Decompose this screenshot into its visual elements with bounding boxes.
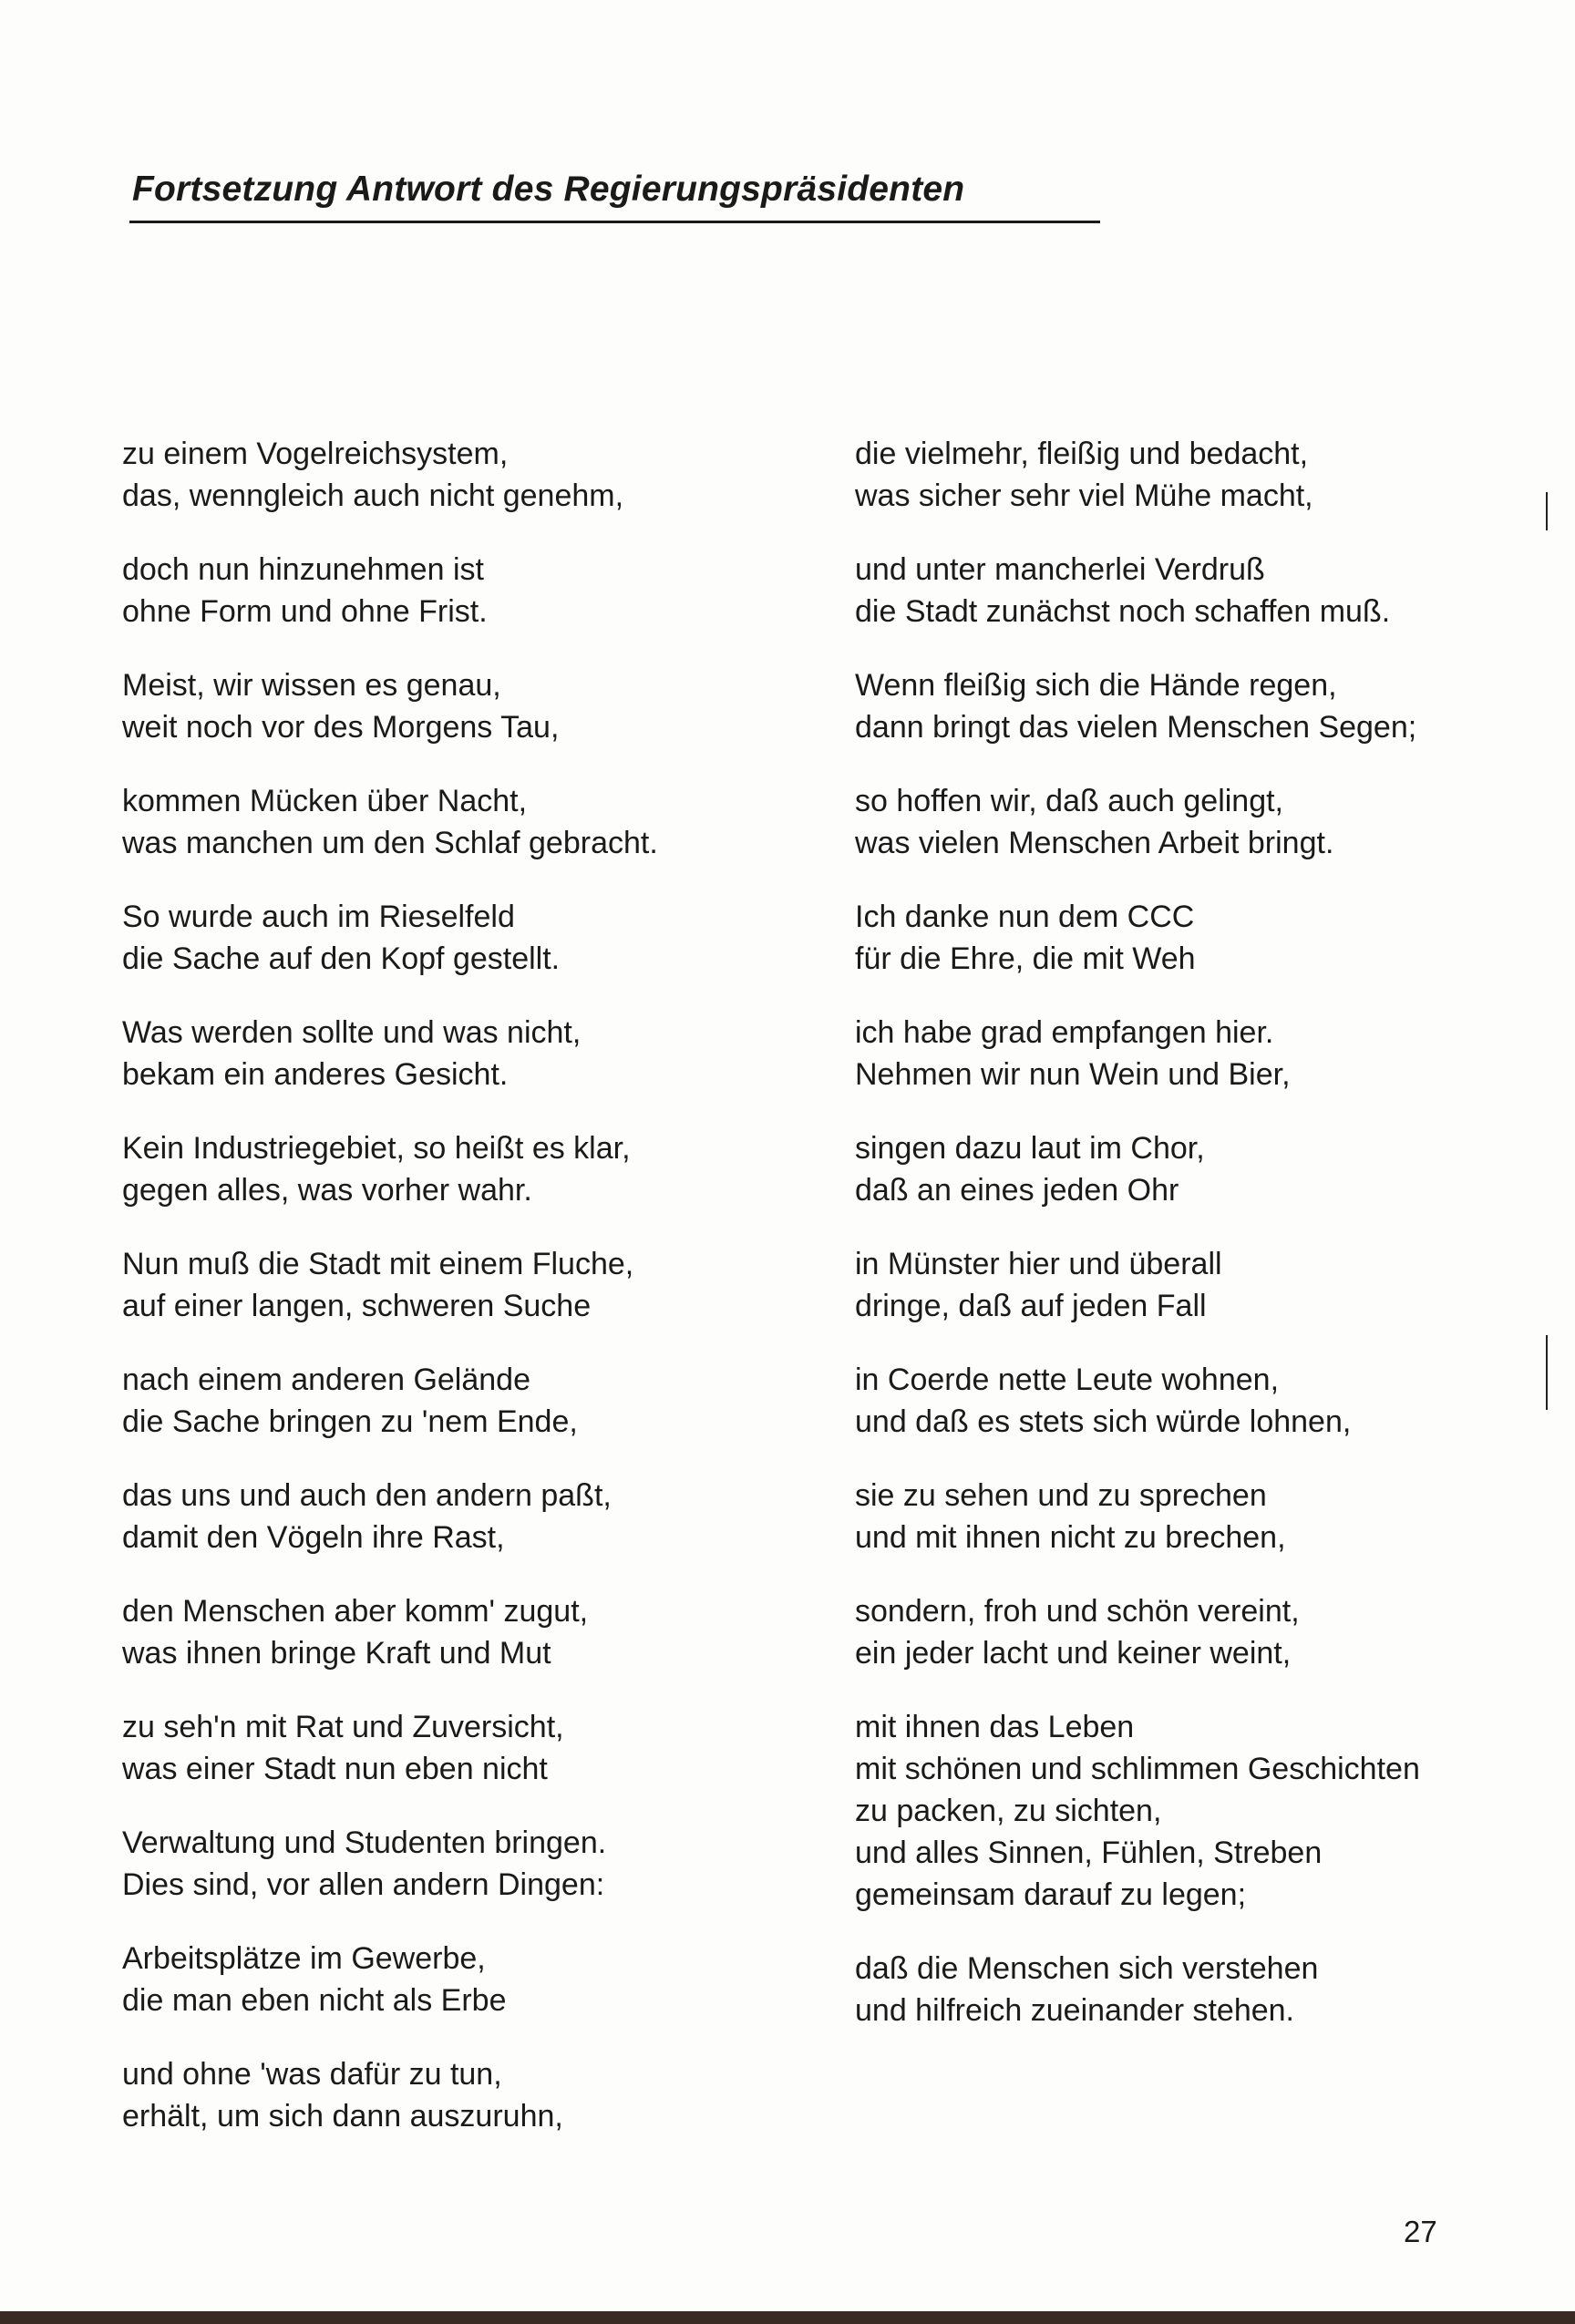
poem-line: Wenn fleißig sich die Hände regen, bbox=[855, 668, 1337, 703]
stanza bbox=[122, 1938, 760, 2021]
poem-line: das, wenngleich auch nicht genehm, bbox=[122, 478, 624, 513]
poem-line: bekam ein anderes Gesicht. bbox=[122, 1057, 509, 1092]
poem-line: Was werden sollte und was nicht, bbox=[122, 1015, 582, 1050]
stanza bbox=[122, 549, 760, 632]
page-number: 27 bbox=[1404, 2215, 1437, 2248]
poem-line: dringe, daß auf jeden Fall bbox=[855, 1289, 1207, 1323]
poem-line: und unter mancherlei Verdruß bbox=[855, 552, 1265, 587]
poem-column-right bbox=[855, 433, 1529, 2063]
stanza bbox=[855, 1590, 1529, 1674]
poem-line: was einer Stadt nun eben nicht bbox=[122, 1752, 548, 1786]
poem-line: ich habe grad empfangen hier. bbox=[855, 1015, 1274, 1050]
poem-line: Meist, wir wissen es genau, bbox=[122, 668, 501, 703]
poem-line: sondern, froh und schön vereint, bbox=[855, 1594, 1300, 1629]
stanza bbox=[855, 664, 1529, 748]
poem-line: Kein Industriegebiet, so heißt es klar, bbox=[122, 1131, 631, 1166]
stanza bbox=[855, 1012, 1529, 1095]
stanza bbox=[122, 433, 760, 517]
poem-column-left bbox=[122, 433, 760, 2169]
scan-mark-lower bbox=[1546, 1335, 1548, 1410]
poem-line: Verwaltung und Studenten bringen. bbox=[122, 1825, 607, 1860]
poem-line: nach einem anderen Gelände bbox=[122, 1363, 530, 1397]
stanza bbox=[855, 1127, 1529, 1211]
page-title: Fortsetzung Antwort des Regierungspräsidenten bbox=[132, 170, 965, 209]
stanza bbox=[855, 1948, 1529, 2031]
stanza bbox=[855, 780, 1529, 864]
page-bottom-edge bbox=[0, 2311, 1575, 2324]
stanza bbox=[855, 1359, 1529, 1443]
poem-line: Nun muß die Stadt mit einem Fluche, bbox=[122, 1247, 634, 1281]
stanza bbox=[122, 1359, 760, 1443]
poem-line: und alles Sinnen, Fühlen, Streben bbox=[855, 1836, 1323, 1870]
scan-mark-upper bbox=[1546, 492, 1548, 530]
poem-line: mit ihnen das Leben bbox=[855, 1710, 1135, 1744]
poem-line: den Menschen aber komm' zugut, bbox=[122, 1594, 589, 1629]
poem-line: was vielen Menschen Arbeit bringt. bbox=[855, 826, 1334, 860]
poem-line: was sicher sehr viel Mühe macht, bbox=[855, 478, 1313, 513]
poem-line: sie zu sehen und zu sprechen bbox=[855, 1478, 1267, 1513]
stanza bbox=[855, 1706, 1529, 1916]
poem-line: weit noch vor des Morgens Tau, bbox=[122, 710, 560, 745]
poem-line: gegen alles, was vorher wahr. bbox=[122, 1173, 532, 1208]
stanza bbox=[122, 896, 760, 980]
poem-line: die Sache auf den Kopf gestellt. bbox=[122, 941, 561, 976]
poem-line: daß an eines jeden Ohr bbox=[855, 1173, 1179, 1208]
poem-line: zu packen, zu sichten, bbox=[855, 1794, 1162, 1828]
poem-line: und ohne 'was dafür zu tun, bbox=[122, 2057, 502, 2092]
poem-line: auf einer langen, schweren Suche bbox=[122, 1289, 592, 1323]
poem-line: und hilfreich zueinander stehen. bbox=[855, 1993, 1294, 2028]
stanza bbox=[122, 1706, 760, 1790]
poem-line: und daß es stets sich würde lohnen, bbox=[855, 1404, 1352, 1439]
stanza bbox=[122, 1475, 760, 1558]
poem-line: zu seh'n mit Rat und Zuversicht, bbox=[122, 1710, 564, 1744]
poem-line: kommen Mücken über Nacht, bbox=[122, 784, 528, 818]
poem-line: Ich danke nun dem CCC bbox=[855, 900, 1195, 934]
stanza bbox=[855, 549, 1529, 632]
stanza bbox=[122, 1012, 760, 1095]
poem-line: zu einem Vogelreichsystem, bbox=[122, 437, 509, 471]
stanza bbox=[122, 664, 760, 748]
stanza bbox=[122, 2053, 760, 2137]
poem-line: die Stadt zunächst noch schaffen muß. bbox=[855, 594, 1391, 629]
poem-line: So wurde auch im Rieselfeld bbox=[122, 900, 515, 934]
poem-line: mit schönen und schlimmen Geschichten bbox=[855, 1752, 1420, 1786]
poem-line: in Münster hier und überall bbox=[855, 1247, 1222, 1281]
poem-line: ohne Form und ohne Frist. bbox=[122, 594, 488, 629]
poem-line: erhält, um sich dann auszuruhn, bbox=[122, 2099, 563, 2134]
poem-line: was manchen um den Schlaf gebracht. bbox=[122, 826, 658, 860]
stanza bbox=[855, 1475, 1529, 1558]
stanza bbox=[122, 1127, 760, 1211]
poem-line: Dies sind, vor allen andern Dingen: bbox=[122, 1867, 605, 1902]
poem-line: ein jeder lacht und keiner weint, bbox=[855, 1636, 1292, 1671]
stanza bbox=[855, 1243, 1529, 1327]
poem-line: das uns und auch den andern paßt, bbox=[122, 1478, 612, 1513]
poem-line: und mit ihnen nicht zu brechen, bbox=[855, 1520, 1286, 1555]
poem-line: für die Ehre, die mit Weh bbox=[855, 941, 1196, 976]
poem-line: die man eben nicht als Erbe bbox=[122, 1983, 507, 2018]
poem-line: daß die Menschen sich verstehen bbox=[855, 1951, 1319, 1986]
stanza bbox=[122, 1590, 760, 1674]
poem-line: die vielmehr, fleißig und bedacht, bbox=[855, 437, 1309, 471]
poem-line: so hoffen wir, daß auch gelingt, bbox=[855, 784, 1284, 818]
poem-line: Arbeitsplätze im Gewerbe, bbox=[122, 1941, 486, 1976]
stanza bbox=[122, 780, 760, 864]
poem-line: damit den Vögeln ihre Rast, bbox=[122, 1520, 505, 1555]
poem-line: dann bringt das vielen Menschen Segen; bbox=[855, 710, 1417, 745]
poem-line: in Coerde nette Leute wohnen, bbox=[855, 1363, 1280, 1397]
poem-line: was ihnen bringe Kraft und Mut bbox=[122, 1636, 551, 1671]
poem-line: die Sache bringen zu 'nem Ende, bbox=[122, 1404, 578, 1439]
title-underline bbox=[129, 221, 1100, 223]
stanza bbox=[122, 1243, 760, 1327]
stanza bbox=[122, 1822, 760, 1906]
stanza bbox=[855, 896, 1529, 980]
poem-line: singen dazu laut im Chor, bbox=[855, 1131, 1205, 1166]
poem-line: gemeinsam darauf zu legen; bbox=[855, 1877, 1247, 1912]
stanza bbox=[855, 433, 1529, 517]
poem-line: Nehmen wir nun Wein und Bier, bbox=[855, 1057, 1291, 1092]
poem-line: doch nun hinzunehmen ist bbox=[122, 552, 484, 587]
